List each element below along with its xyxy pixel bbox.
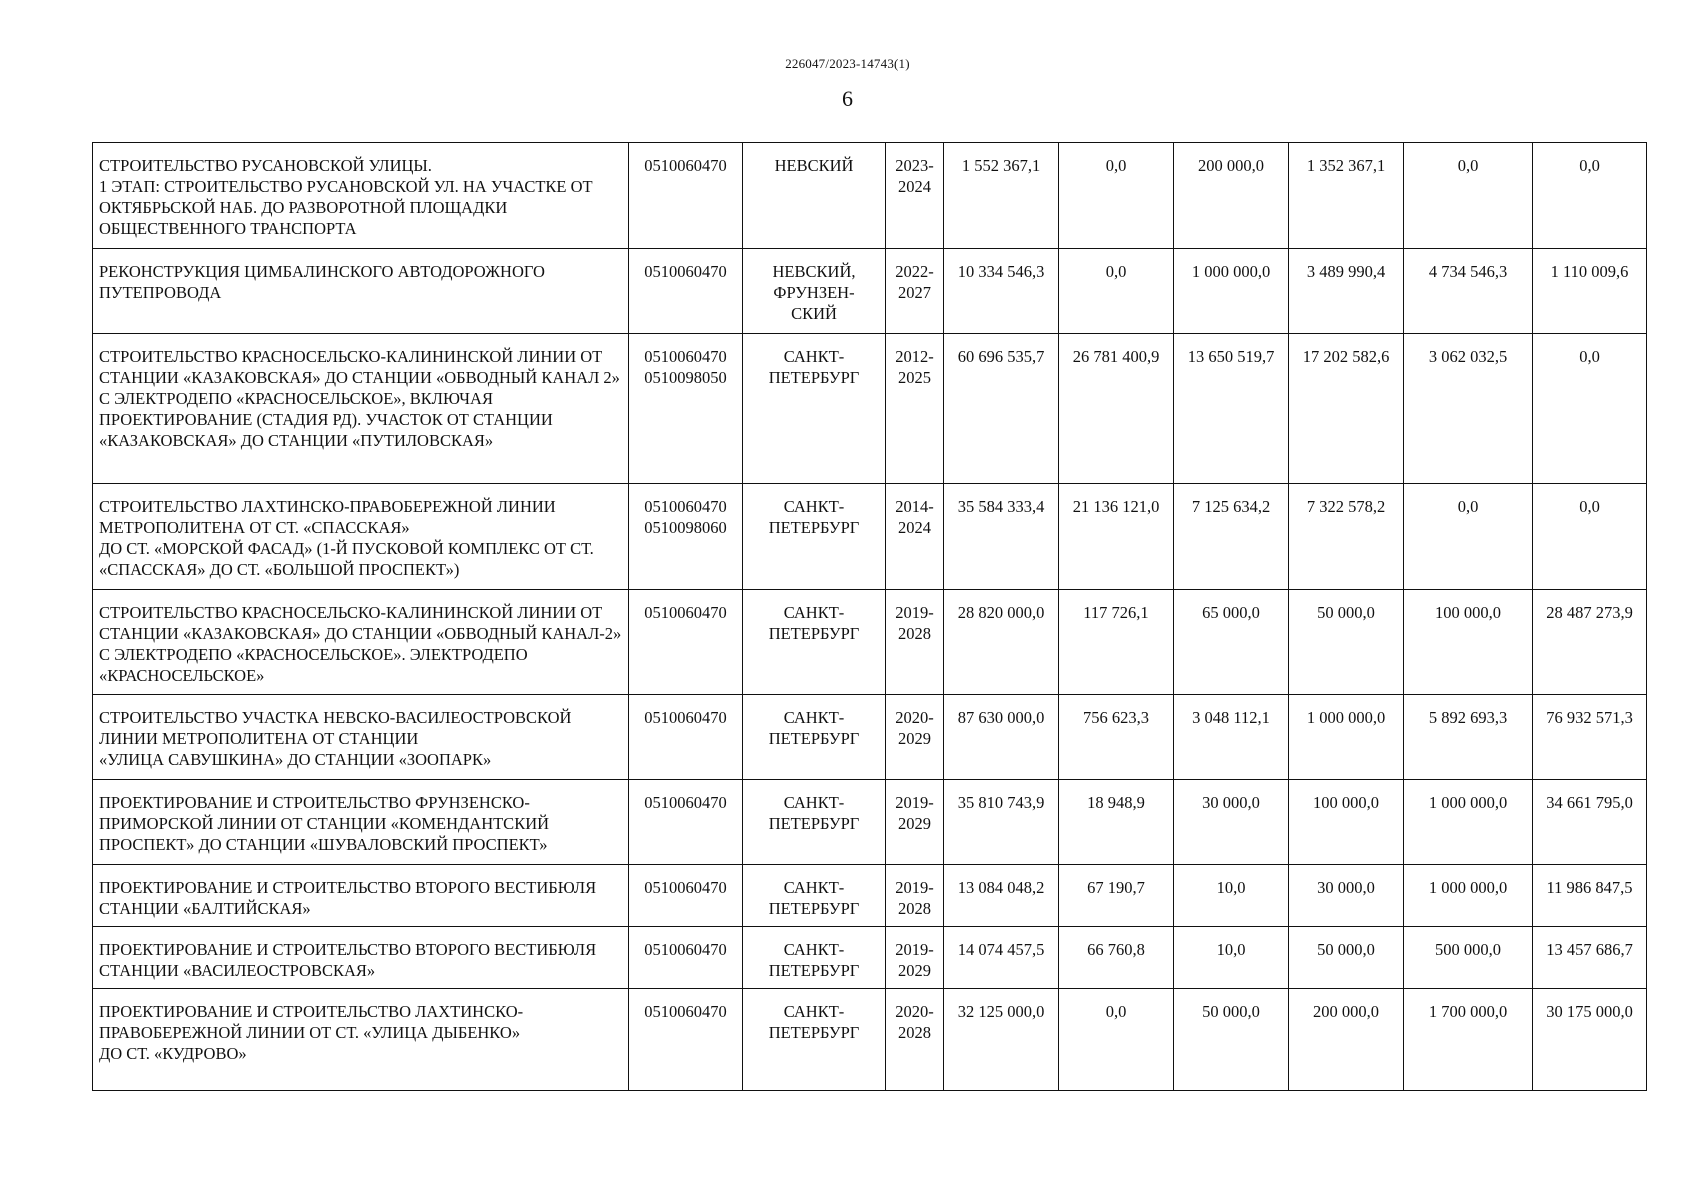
amount-cell: 3 048 112,1 bbox=[1174, 695, 1289, 780]
project-name-cell: ПРОЕКТИРОВАНИЕ И СТРОИТЕЛЬСТВО ЛАХТИНСКО-ПРАВОБЕРЕЖНОЙ ЛИНИИ ОТ СТ. «УЛИЦА ДЫБЕНКО» ДО СТ. «КУДРОВО» bbox=[93, 989, 629, 1091]
budget-code-cell: 0510060470 bbox=[629, 865, 743, 927]
amount-cell: 50 000,0 bbox=[1174, 989, 1289, 1091]
years-cell: 2014- 2024 bbox=[886, 484, 944, 590]
years-cell: 2019- 2029 bbox=[886, 927, 944, 989]
total-cost-cell: 1 552 367,1 bbox=[944, 143, 1059, 249]
amount-cell: 1 000 000,0 bbox=[1289, 695, 1404, 780]
amount-cell: 0,0 bbox=[1059, 249, 1174, 334]
district-cell: САНКТ- ПЕТЕРБУРГ bbox=[743, 590, 886, 695]
amount-cell: 26 781 400,9 bbox=[1059, 334, 1174, 484]
table-row bbox=[93, 865, 1647, 927]
amount-cell: 1 700 000,0 bbox=[1404, 989, 1533, 1091]
document-id: 226047/2023-14743(1) bbox=[785, 56, 910, 71]
amount-cell: 200 000,0 bbox=[1289, 989, 1404, 1091]
budget-code-cell: 0510060470 bbox=[629, 780, 743, 865]
amount-cell: 0,0 bbox=[1059, 143, 1174, 249]
amount-cell: 200 000,0 bbox=[1174, 143, 1289, 249]
table-row bbox=[93, 989, 1647, 1091]
district-cell: НЕВСКИЙ bbox=[743, 143, 886, 249]
years-cell: 2020- 2028 bbox=[886, 989, 944, 1091]
project-name-cell: ПРОЕКТИРОВАНИЕ И СТРОИТЕЛЬСТВО ВТОРОГО ВЕСТИБЮЛЯ СТАНЦИИ «ВАСИЛЕОСТРОВСКАЯ» bbox=[93, 927, 629, 989]
amount-cell: 50 000,0 bbox=[1289, 590, 1404, 695]
amount-cell: 18 948,9 bbox=[1059, 780, 1174, 865]
amount-cell: 13 457 686,7 bbox=[1533, 927, 1647, 989]
project-name-cell: ПРОЕКТИРОВАНИЕ И СТРОИТЕЛЬСТВО ФРУНЗЕНСКО-ПРИМОРСКОЙ ЛИНИИ ОТ СТАНЦИИ «КОМЕНДАНТСКИЙ ПРОСПЕКТ» ДО СТАНЦИИ «ШУВАЛОВСКИЙ ПРОСПЕКТ» bbox=[93, 780, 629, 865]
page-number: 6 bbox=[842, 86, 853, 111]
total-cost-cell: 35 584 333,4 bbox=[944, 484, 1059, 590]
table-row bbox=[93, 780, 1647, 865]
budget-code-cell: 0510060470 bbox=[629, 927, 743, 989]
amount-cell: 65 000,0 bbox=[1174, 590, 1289, 695]
amount-cell: 7 322 578,2 bbox=[1289, 484, 1404, 590]
district-cell: САНКТ- ПЕТЕРБУРГ bbox=[743, 989, 886, 1091]
amount-cell: 0,0 bbox=[1533, 143, 1647, 249]
amount-cell: 34 661 795,0 bbox=[1533, 780, 1647, 865]
district-cell: САНКТ- ПЕТЕРБУРГ bbox=[743, 927, 886, 989]
budget-code-cell: 0510060470 bbox=[629, 143, 743, 249]
table-row bbox=[93, 334, 1647, 484]
table-row bbox=[93, 927, 1647, 989]
years-cell: 2020- 2029 bbox=[886, 695, 944, 780]
years-cell: 2019- 2028 bbox=[886, 590, 944, 695]
district-cell: САНКТ- ПЕТЕРБУРГ bbox=[743, 484, 886, 590]
total-cost-cell: 87 630 000,0 bbox=[944, 695, 1059, 780]
amount-cell: 10,0 bbox=[1174, 927, 1289, 989]
amount-cell: 100 000,0 bbox=[1404, 590, 1533, 695]
amount-cell: 1 000 000,0 bbox=[1174, 249, 1289, 334]
amount-cell: 7 125 634,2 bbox=[1174, 484, 1289, 590]
budget-code-cell: 0510060470 bbox=[629, 989, 743, 1091]
amount-cell: 28 487 273,9 bbox=[1533, 590, 1647, 695]
total-cost-cell: 14 074 457,5 bbox=[944, 927, 1059, 989]
amount-cell: 1 000 000,0 bbox=[1404, 780, 1533, 865]
amount-cell: 4 734 546,3 bbox=[1404, 249, 1533, 334]
project-name-cell: СТРОИТЕЛЬСТВО КРАСНОСЕЛЬСКО-КАЛИНИНСКОЙ ЛИНИИ ОТ СТАНЦИИ «КАЗАКОВСКАЯ» ДО СТАНЦИИ «ОБВОДНЫЙ КАНАЛ-2» С ЭЛЕКТРОДЕПО «КРАСНОСЕЛЬСКОЕ». ЭЛЕКТРОДЕПО «КРАСНОСЕЛЬСКОЕ» bbox=[93, 590, 629, 695]
total-cost-cell: 32 125 000,0 bbox=[944, 989, 1059, 1091]
amount-cell: 30 175 000,0 bbox=[1533, 989, 1647, 1091]
amount-cell: 10,0 bbox=[1174, 865, 1289, 927]
amount-cell: 50 000,0 bbox=[1289, 927, 1404, 989]
table-row bbox=[93, 484, 1647, 590]
amount-cell: 17 202 582,6 bbox=[1289, 334, 1404, 484]
table-row bbox=[93, 249, 1647, 334]
amount-cell: 0,0 bbox=[1404, 484, 1533, 590]
district-cell: НЕВСКИЙ, ФРУНЗЕН- СКИЙ bbox=[743, 249, 886, 334]
years-cell: 2019- 2029 bbox=[886, 780, 944, 865]
amount-cell: 67 190,7 bbox=[1059, 865, 1174, 927]
budget-code-cell: 0510060470 bbox=[629, 695, 743, 780]
amount-cell: 500 000,0 bbox=[1404, 927, 1533, 989]
budget-code-cell: 0510060470 bbox=[629, 249, 743, 334]
amount-cell: 0,0 bbox=[1059, 989, 1174, 1091]
amount-cell: 21 136 121,0 bbox=[1059, 484, 1174, 590]
amount-cell: 13 650 519,7 bbox=[1174, 334, 1289, 484]
amount-cell: 3 062 032,5 bbox=[1404, 334, 1533, 484]
district-cell: САНКТ- ПЕТЕРБУРГ bbox=[743, 780, 886, 865]
years-cell: 2023- 2024 bbox=[886, 143, 944, 249]
total-cost-cell: 10 334 546,3 bbox=[944, 249, 1059, 334]
amount-cell: 1 000 000,0 bbox=[1404, 865, 1533, 927]
project-name-cell: СТРОИТЕЛЬСТВО ЛАХТИНСКО-ПРАВОБЕРЕЖНОЙ ЛИНИИ МЕТРОПОЛИТЕНА ОТ СТ. «СПАССКАЯ» ДО СТ. «МОРСКОЙ ФАСАД» (1-Й ПУСКОВОЙ КОМПЛЕКС ОТ СТ. «СПАССКАЯ» ДО СТ. «БОЛЬШОЙ ПРОСПЕКТ») bbox=[93, 484, 629, 590]
amount-cell: 756 623,3 bbox=[1059, 695, 1174, 780]
table-row bbox=[93, 590, 1647, 695]
amount-cell: 3 489 990,4 bbox=[1289, 249, 1404, 334]
investment-table bbox=[92, 142, 1647, 1091]
budget-code-cell: 0510060470 0510098050 bbox=[629, 334, 743, 484]
total-cost-cell: 28 820 000,0 bbox=[944, 590, 1059, 695]
years-cell: 2019- 2028 bbox=[886, 865, 944, 927]
amount-cell: 11 986 847,5 bbox=[1533, 865, 1647, 927]
district-cell: САНКТ- ПЕТЕРБУРГ bbox=[743, 334, 886, 484]
amount-cell: 0,0 bbox=[1404, 143, 1533, 249]
amount-cell: 1 110 009,6 bbox=[1533, 249, 1647, 334]
project-name-cell: РЕКОНСТРУКЦИЯ ЦИМБАЛИНСКОГО АВТОДОРОЖНОГО ПУТЕПРОВОДА bbox=[93, 249, 629, 334]
amount-cell: 100 000,0 bbox=[1289, 780, 1404, 865]
project-name-cell: СТРОИТЕЛЬСТВО РУСАНОВСКОЙ УЛИЦЫ. 1 ЭТАП: СТРОИТЕЛЬСТВО РУСАНОВСКОЙ УЛ. НА УЧАСТКЕ ОТ ОКТЯБРЬСКОЙ НАБ. ДО РАЗВОРОТНОЙ ПЛОЩАДКИ ОБЩЕСТВЕННОГО ТРАНСПОРТА bbox=[93, 143, 629, 249]
table-row bbox=[93, 143, 1647, 249]
amount-cell: 117 726,1 bbox=[1059, 590, 1174, 695]
amount-cell: 0,0 bbox=[1533, 484, 1647, 590]
district-cell: САНКТ- ПЕТЕРБУРГ bbox=[743, 695, 886, 780]
project-name-cell: СТРОИТЕЛЬСТВО УЧАСТКА НЕВСКО-ВАСИЛЕОСТРОВСКОЙ ЛИНИИ МЕТРОПОЛИТЕНА ОТ СТАНЦИИ «УЛИЦА САВУШКИНА» ДО СТАНЦИИ «ЗООПАРК» bbox=[93, 695, 629, 780]
years-cell: 2012- 2025 bbox=[886, 334, 944, 484]
budget-code-cell: 0510060470 0510098060 bbox=[629, 484, 743, 590]
amount-cell: 30 000,0 bbox=[1289, 865, 1404, 927]
total-cost-cell: 13 084 048,2 bbox=[944, 865, 1059, 927]
budget-code-cell: 0510060470 bbox=[629, 590, 743, 695]
district-cell: САНКТ- ПЕТЕРБУРГ bbox=[743, 865, 886, 927]
amount-cell: 76 932 571,3 bbox=[1533, 695, 1647, 780]
amount-cell: 30 000,0 bbox=[1174, 780, 1289, 865]
total-cost-cell: 35 810 743,9 bbox=[944, 780, 1059, 865]
project-name-cell: СТРОИТЕЛЬСТВО КРАСНОСЕЛЬСКО-КАЛИНИНСКОЙ ЛИНИИ ОТ СТАНЦИИ «КАЗАКОВСКАЯ» ДО СТАНЦИИ «ОБВОДНЫЙ КАНАЛ 2» С ЭЛЕКТРОДЕПО «КРАСНОСЕЛЬСКОЕ», ВКЛЮЧАЯ ПРОЕКТИРОВАНИЕ (СТАДИЯ РД). УЧАСТОК ОТ СТАНЦИИ «КАЗАКОВСКАЯ» ДО СТАНЦИИ «ПУТИЛОВСКАЯ» bbox=[93, 334, 629, 484]
amount-cell: 5 892 693,3 bbox=[1404, 695, 1533, 780]
amount-cell: 66 760,8 bbox=[1059, 927, 1174, 989]
amount-cell: 0,0 bbox=[1533, 334, 1647, 484]
amount-cell: 1 352 367,1 bbox=[1289, 143, 1404, 249]
project-name-cell: ПРОЕКТИРОВАНИЕ И СТРОИТЕЛЬСТВО ВТОРОГО ВЕСТИБЮЛЯ СТАНЦИИ «БАЛТИЙСКАЯ» bbox=[93, 865, 629, 927]
table-row bbox=[93, 695, 1647, 780]
total-cost-cell: 60 696 535,7 bbox=[944, 334, 1059, 484]
years-cell: 2022- 2027 bbox=[886, 249, 944, 334]
